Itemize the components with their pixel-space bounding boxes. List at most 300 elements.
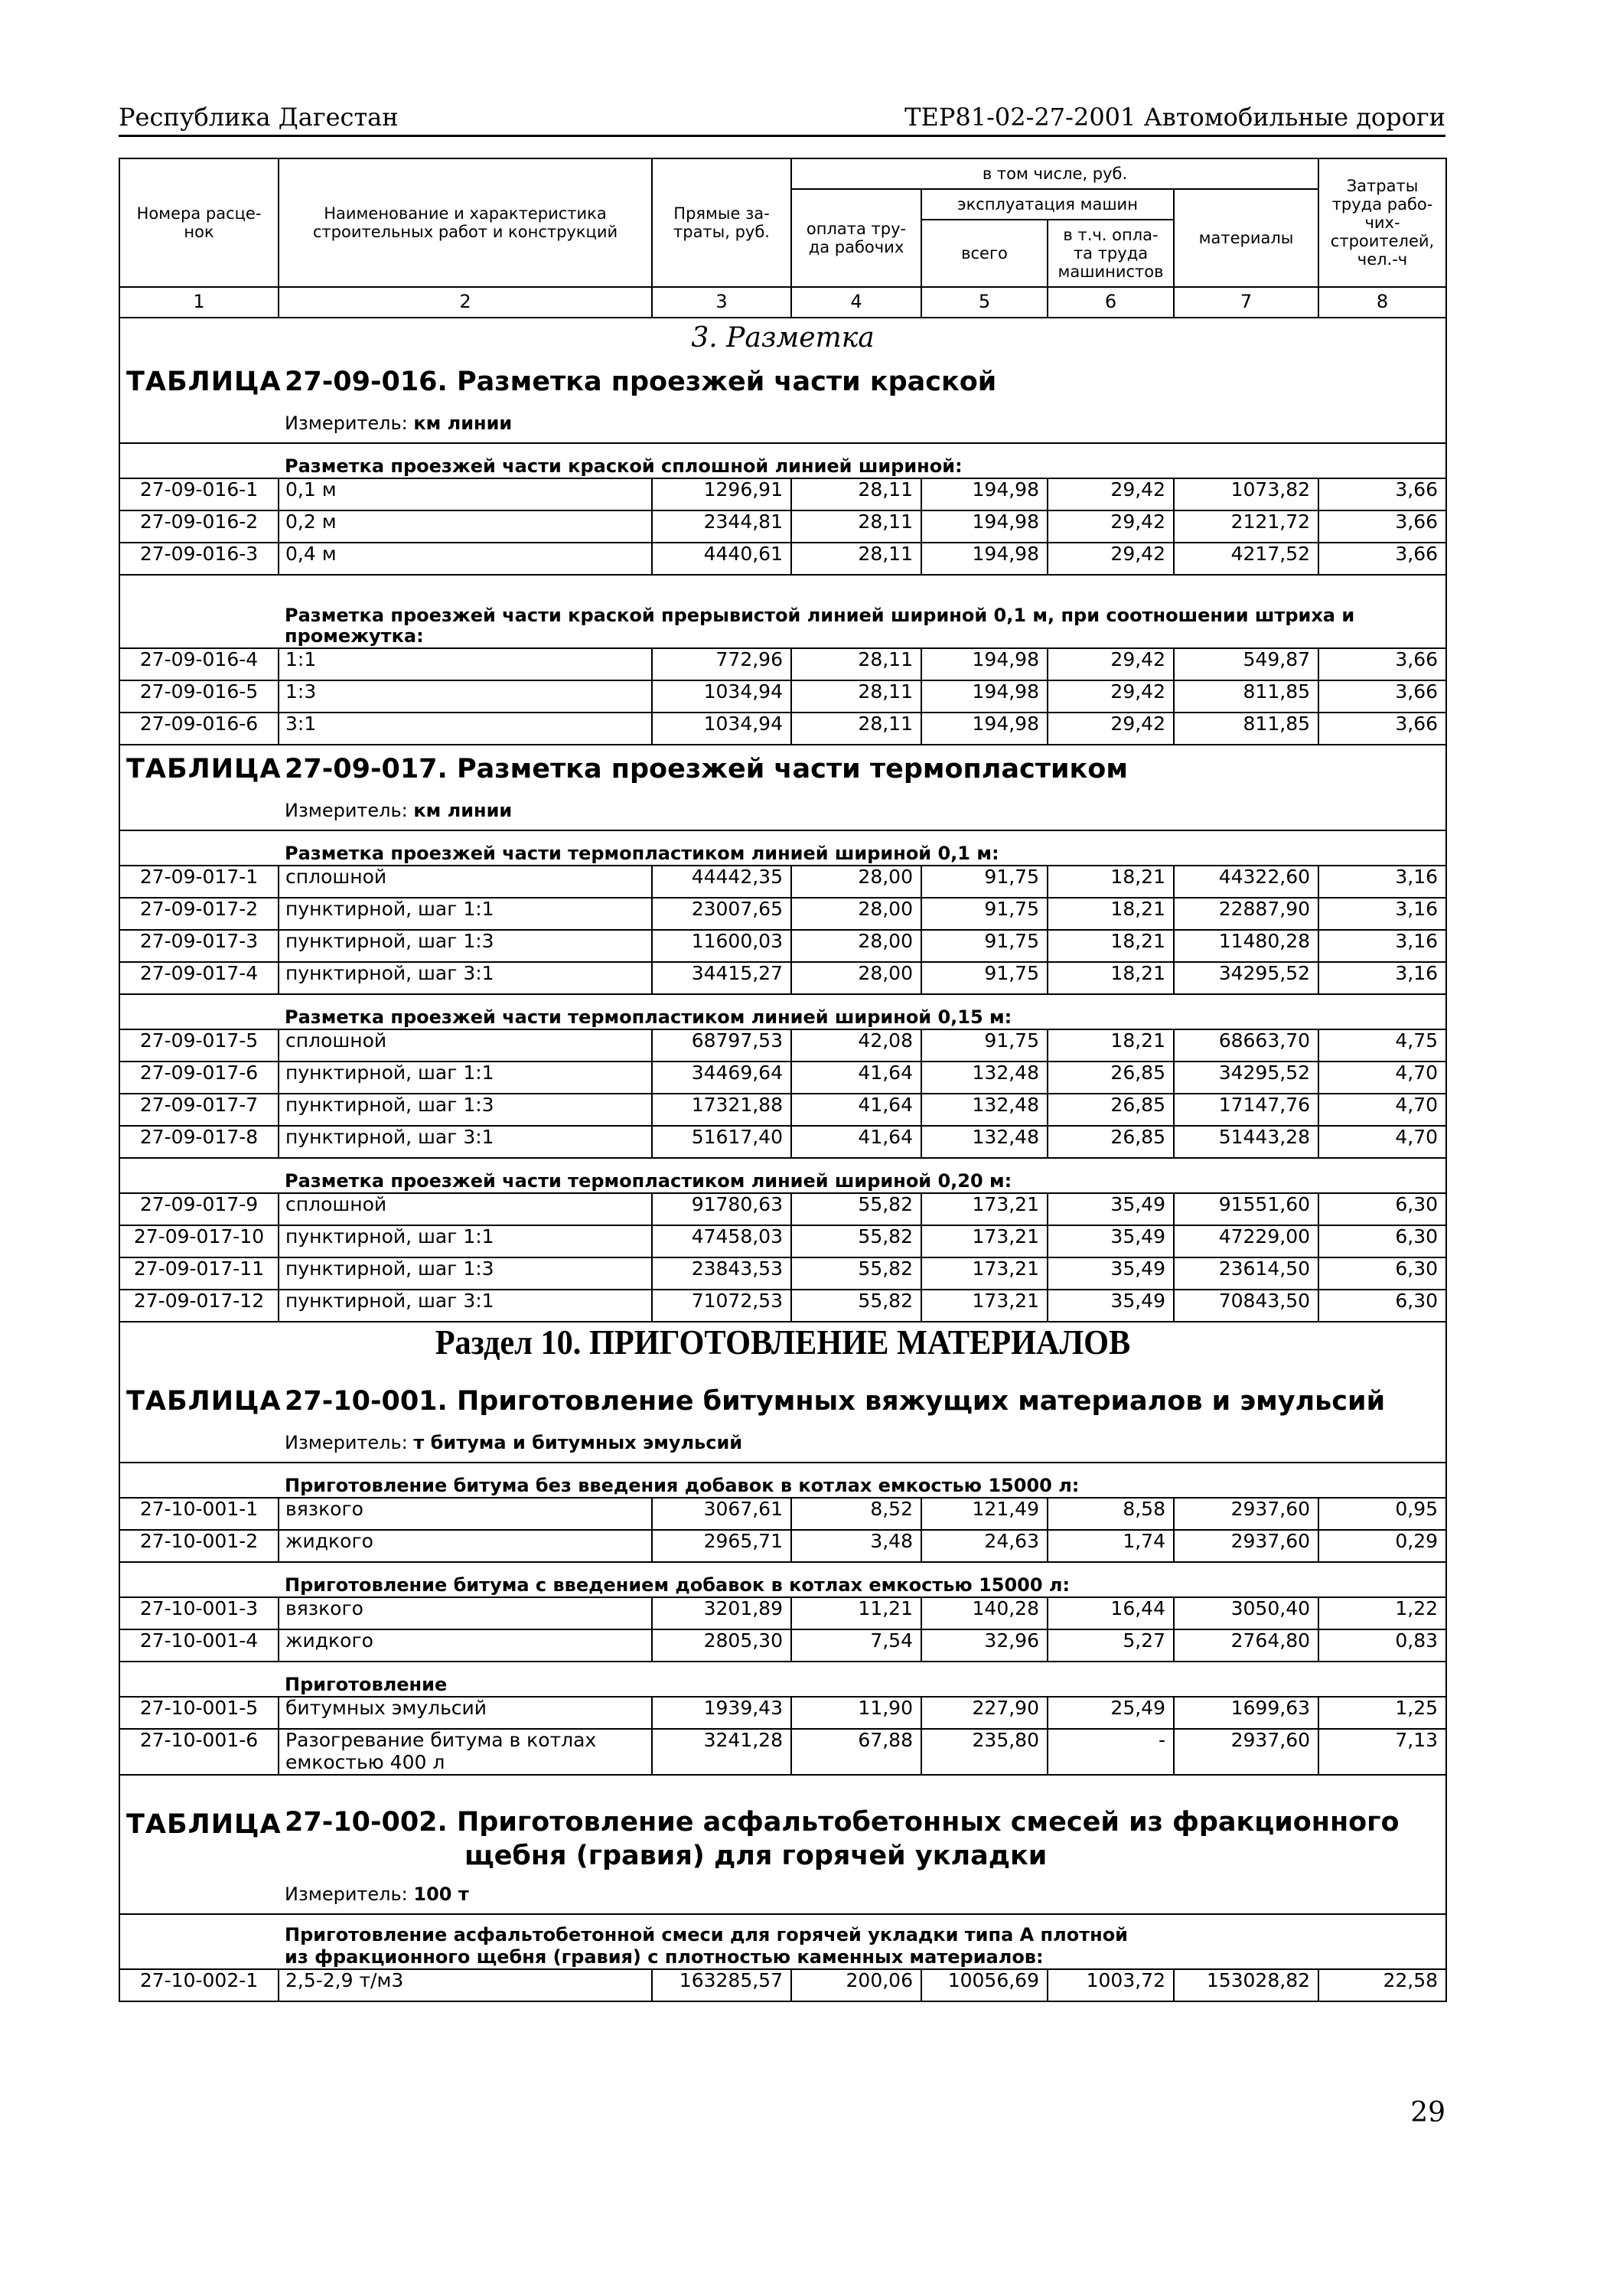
machines-labor: 35,49 (1048, 1290, 1174, 1322)
table-row (119, 1729, 1446, 1775)
rate-code: 27-09-016-1 (119, 478, 279, 510)
labor-cost: 8,52 (791, 1498, 921, 1530)
group-heading: Разметка проезжей части термопластиком линией шириной 0,1 м: (279, 830, 1446, 866)
labor-cost: 41,64 (791, 1126, 921, 1158)
machines-total: 194,98 (921, 510, 1048, 543)
work-name: сплошной (279, 1029, 652, 1062)
table-row (119, 1498, 1446, 1530)
rate-code: 27-09-016-5 (119, 680, 279, 713)
header-row (119, 158, 1446, 189)
table-row (119, 543, 1446, 575)
direct-costs: 2965,71 (652, 1530, 791, 1562)
machines-total: 194,98 (921, 680, 1048, 713)
machines-total: 91,75 (921, 866, 1048, 898)
section-heading-row (119, 1322, 1446, 1378)
measure-text: Измеритель: т битума и битумных эмульсий (279, 1425, 1446, 1463)
direct-costs: 3067,61 (652, 1498, 791, 1530)
direct-costs: 3201,89 (652, 1597, 791, 1629)
rates-group (119, 866, 1446, 994)
table-title: 27-10-001. Приготовление битумных вяжущих материалов и эмульсий (279, 1378, 1446, 1425)
col-header-materials: материалы (1174, 189, 1318, 287)
machines-labor: 29,42 (1048, 478, 1174, 510)
col-header-labor: оплата тру-да рабочих (791, 189, 921, 287)
direct-costs: 1296,91 (652, 478, 791, 510)
group-heading-row (119, 1562, 1446, 1597)
labor-cost: 3,48 (791, 1530, 921, 1562)
labor-cost: 28,00 (791, 930, 921, 962)
direct-costs: 4440,61 (652, 543, 791, 575)
rate-code: 27-10-001-2 (119, 1530, 279, 1562)
work-name: вязкого (279, 1498, 652, 1530)
group-heading-row (119, 1463, 1446, 1498)
group-heading: Разметка проезжей части краской сплошной линией шириной: (279, 443, 1446, 478)
worker-hours: 1,22 (1318, 1597, 1446, 1629)
group-heading: Разметка проезжей части краской прерывистой линией шириной 0,1 м, при соотношении штриха и промежутка: (279, 589, 1446, 648)
materials-cost: 549,87 (1174, 648, 1318, 680)
table-row (119, 1597, 1446, 1629)
machines-labor: 29,42 (1048, 543, 1174, 575)
rates-group (119, 1597, 1446, 1662)
materials-cost: 47229,00 (1174, 1225, 1318, 1257)
worker-hours: 3,66 (1318, 478, 1446, 510)
work-name: пунктирной, шаг 3:1 (279, 962, 652, 994)
direct-costs: 163285,57 (652, 1969, 791, 2001)
labor-cost: 7,54 (791, 1629, 921, 1662)
section-title: 3. Разметка (119, 318, 1446, 358)
machines-total: 194,98 (921, 648, 1048, 680)
materials-cost: 51443,28 (1174, 1126, 1318, 1158)
materials-cost: 2937,60 (1174, 1498, 1318, 1530)
rate-code: 27-09-016-2 (119, 510, 279, 543)
machines-labor: 35,49 (1048, 1257, 1174, 1290)
worker-hours: 6,30 (1318, 1290, 1446, 1322)
materials-cost: 44322,60 (1174, 866, 1318, 898)
table-row (119, 1193, 1446, 1225)
table-title (279, 1803, 1446, 1877)
machines-total: 173,21 (921, 1290, 1048, 1322)
header-region: Республика Дагестан (119, 103, 399, 132)
direct-costs: 1034,94 (652, 713, 791, 745)
machines-total: 91,75 (921, 898, 1048, 930)
direct-costs: 23843,53 (652, 1257, 791, 1290)
materials-cost: 1699,63 (1174, 1697, 1318, 1729)
rates-group (119, 1969, 1446, 2001)
table-row (119, 962, 1446, 994)
materials-cost: 3050,40 (1174, 1597, 1318, 1629)
materials-cost: 2764,80 (1174, 1629, 1318, 1662)
table-row (119, 1094, 1446, 1126)
table-row (119, 478, 1446, 510)
machines-total: 10056,69 (921, 1969, 1048, 2001)
table-row (119, 510, 1446, 543)
column-number: 6 (1048, 287, 1174, 318)
worker-hours: 4,70 (1318, 1126, 1446, 1158)
table-label: ТАБЛИЦА (119, 1378, 279, 1425)
work-name: пунктирной, шаг 1:1 (279, 898, 652, 930)
machines-labor: 26,85 (1048, 1062, 1174, 1094)
table-row (119, 680, 1446, 713)
table-row (119, 898, 1446, 930)
worker-hours: 3,66 (1318, 543, 1446, 575)
machines-labor: 8,58 (1048, 1498, 1174, 1530)
machines-total: 227,90 (921, 1697, 1048, 1729)
materials-cost: 68663,70 (1174, 1029, 1318, 1062)
machines-labor: 29,42 (1048, 680, 1174, 713)
machines-total: 235,80 (921, 1729, 1048, 1775)
column-number: 4 (791, 287, 921, 318)
machines-total: 173,21 (921, 1257, 1048, 1290)
work-name: 3:1 (279, 713, 652, 745)
worker-hours: 3,66 (1318, 648, 1446, 680)
table-label: ТАБЛИЦА (119, 1803, 279, 1877)
group-heading-row (119, 830, 1446, 866)
table-row (119, 1290, 1446, 1322)
rate-code: 27-09-017-1 (119, 866, 279, 898)
machines-total: 132,48 (921, 1094, 1048, 1126)
worker-hours: 3,16 (1318, 930, 1446, 962)
column-numbers-row (119, 287, 1446, 318)
worker-hours: 22,58 (1318, 1969, 1446, 2001)
group-heading: Приготовление битума без введения добавок в котлах емкостью 15000 л: (279, 1463, 1446, 1498)
direct-costs: 23007,65 (652, 898, 791, 930)
group-heading-row (119, 1662, 1446, 1697)
machines-total: 173,21 (921, 1225, 1048, 1257)
column-number: 7 (1174, 287, 1318, 318)
worker-hours: 3,16 (1318, 866, 1446, 898)
table-row (119, 1225, 1446, 1257)
table-row (119, 930, 1446, 962)
page-number: 29 (1410, 2097, 1445, 2128)
table-label: ТАБЛИЦА (119, 358, 279, 406)
machines-total: 24,63 (921, 1530, 1048, 1562)
rates-group (119, 1498, 1446, 1562)
table-title-line: 27-10-002. Приготовление асфальтобетонных смесей из фракционного (285, 1806, 1400, 1838)
col-header-machines-labor: в т.ч. опла-та труда машинистов (1048, 220, 1174, 287)
labor-cost: 42,08 (791, 1029, 921, 1062)
machines-labor: 5,27 (1048, 1629, 1174, 1662)
table-title: 27-09-016. Разметка проезжей части краской (279, 358, 1446, 406)
group-heading-row (119, 994, 1446, 1029)
worker-hours: 4,70 (1318, 1094, 1446, 1126)
rate-code: 27-09-016-6 (119, 713, 279, 745)
column-number: 3 (652, 287, 791, 318)
materials-cost: 1073,82 (1174, 478, 1318, 510)
table-title-line: щебня (гравия) для горячей укладки (464, 1840, 1048, 1871)
work-name: пунктирной, шаг 1:3 (279, 1257, 652, 1290)
work-name: пунктирной, шаг 1:1 (279, 1062, 652, 1094)
table-row (119, 1062, 1446, 1094)
measure-text: Измеритель: 100 т (279, 1877, 1446, 1914)
rate-code: 27-09-017-9 (119, 1193, 279, 1225)
labor-cost: 28,11 (791, 478, 921, 510)
machines-total: 91,75 (921, 1029, 1048, 1062)
rate-code: 27-09-017-7 (119, 1094, 279, 1126)
work-name: битумных эмульсий (279, 1697, 652, 1729)
labor-cost: 11,21 (791, 1597, 921, 1629)
direct-costs: 11600,03 (652, 930, 791, 962)
machines-total: 32,96 (921, 1629, 1048, 1662)
machines-total: 121,49 (921, 1498, 1048, 1530)
worker-hours: 4,70 (1318, 1062, 1446, 1094)
materials-cost: 22887,90 (1174, 898, 1318, 930)
worker-hours: 3,66 (1318, 680, 1446, 713)
col-header-incl: в том числе, руб. (791, 158, 1318, 189)
worker-hours: 6,30 (1318, 1257, 1446, 1290)
labor-cost: 28,00 (791, 962, 921, 994)
col-header-workers: Затраты труда рабо-чих-строителей, чел.-ч (1318, 158, 1446, 287)
direct-costs: 51617,40 (652, 1126, 791, 1158)
machines-labor: - (1048, 1729, 1174, 1775)
table-label: ТАБЛИЦА (119, 745, 279, 793)
rate-code: 27-10-001-6 (119, 1729, 279, 1775)
group-heading-row (119, 1914, 1446, 1969)
labor-cost: 55,82 (791, 1225, 921, 1257)
table-row (119, 1126, 1446, 1158)
labor-cost: 28,00 (791, 898, 921, 930)
labor-cost: 28,11 (791, 543, 921, 575)
materials-cost: 4217,52 (1174, 543, 1318, 575)
labor-cost: 28,11 (791, 680, 921, 713)
measure-row (119, 406, 1446, 443)
labor-cost: 41,64 (791, 1062, 921, 1094)
work-name: 0,4 м (279, 543, 652, 575)
worker-hours: 3,66 (1318, 510, 1446, 543)
machines-labor: 16,44 (1048, 1597, 1174, 1629)
machines-total: 91,75 (921, 962, 1048, 994)
column-number: 5 (921, 287, 1048, 318)
worker-hours: 0,83 (1318, 1629, 1446, 1662)
machines-total: 194,98 (921, 543, 1048, 575)
materials-cost: 2937,60 (1174, 1729, 1318, 1775)
work-name: пунктирной, шаг 1:3 (279, 930, 652, 962)
measure-row (119, 1425, 1446, 1463)
section-title: Раздел 10. ПРИГОТОВЛЕНИЕ МАТЕРИАЛОВ (435, 1322, 1131, 1362)
work-name: 0,1 м (279, 478, 652, 510)
worker-hours: 1,25 (1318, 1697, 1446, 1729)
machines-total: 194,98 (921, 713, 1048, 745)
materials-cost: 17147,76 (1174, 1094, 1318, 1126)
rates-group (119, 648, 1446, 745)
labor-cost: 55,82 (791, 1290, 921, 1322)
machines-labor: 29,42 (1048, 713, 1174, 745)
col-header-code: Номера расце-нок (119, 158, 279, 287)
labor-cost: 11,90 (791, 1697, 921, 1729)
table-row (119, 1629, 1446, 1662)
work-name: вязкого (279, 1597, 652, 1629)
rates-group (119, 1029, 1446, 1158)
col-header-name: Наименование и характеристика строительных работ и конструкций (279, 158, 652, 287)
direct-costs: 44442,35 (652, 866, 791, 898)
machines-labor: 25,49 (1048, 1697, 1174, 1729)
work-name: 1:1 (279, 648, 652, 680)
direct-costs: 71072,53 (652, 1290, 791, 1322)
materials-cost: 2937,60 (1174, 1530, 1318, 1562)
work-name: пунктирной, шаг 3:1 (279, 1290, 652, 1322)
worker-hours: 6,30 (1318, 1225, 1446, 1257)
machines-labor: 35,49 (1048, 1193, 1174, 1225)
group-heading: Приготовление битума с введением добавок в котлах емкостью 15000 л: (279, 1562, 1446, 1597)
rates-group (119, 478, 1446, 575)
work-name: пунктирной, шаг 3:1 (279, 1126, 652, 1158)
machines-total: 91,75 (921, 930, 1048, 962)
rate-code: 27-09-016-3 (119, 543, 279, 575)
worker-hours: 3,16 (1318, 898, 1446, 930)
work-name: Разогревание битума в котлах емкостью 400 л (279, 1729, 652, 1775)
machines-total: 173,21 (921, 1193, 1048, 1225)
col-header-machines-total: всего (921, 220, 1048, 287)
work-name: 1:3 (279, 680, 652, 713)
table-title-row (119, 1378, 1446, 1425)
direct-costs: 2344,81 (652, 510, 791, 543)
rate-code: 27-10-001-4 (119, 1629, 279, 1662)
materials-cost: 91551,60 (1174, 1193, 1318, 1225)
section-heading-row (119, 318, 1446, 358)
machines-labor: 1003,72 (1048, 1969, 1174, 2001)
machines-labor: 18,21 (1048, 898, 1174, 930)
materials-cost: 70843,50 (1174, 1290, 1318, 1322)
table-row (119, 648, 1446, 680)
column-number: 8 (1318, 287, 1446, 318)
table-row (119, 1697, 1446, 1729)
rate-code: 27-09-017-6 (119, 1062, 279, 1094)
rate-code: 27-10-002-1 (119, 1969, 279, 2001)
group-heading: Разметка проезжей части термопластиком линией шириной 0,20 м: (279, 1158, 1446, 1193)
measure-row (119, 793, 1446, 830)
table-row (119, 713, 1446, 745)
rate-code: 27-09-017-2 (119, 898, 279, 930)
labor-cost: 28,11 (791, 510, 921, 543)
work-name: сплошной (279, 866, 652, 898)
labor-cost: 55,82 (791, 1193, 921, 1225)
table-row (119, 866, 1446, 898)
group-heading-line: Приготовление асфальтобетонной смеси для горячей укладки типа А плотной (285, 1923, 1128, 1945)
machines-labor: 18,21 (1048, 866, 1174, 898)
labor-cost: 28,00 (791, 866, 921, 898)
machines-total: 140,28 (921, 1597, 1048, 1629)
col-header-direct: Прямые за-траты, руб. (652, 158, 791, 287)
direct-costs: 1034,94 (652, 680, 791, 713)
direct-costs: 1939,43 (652, 1697, 791, 1729)
rate-code: 27-09-016-4 (119, 648, 279, 680)
group-heading-row (119, 1158, 1446, 1193)
rate-code: 27-09-017-11 (119, 1257, 279, 1290)
direct-costs: 34469,64 (652, 1062, 791, 1094)
direct-costs: 772,96 (652, 648, 791, 680)
measure-text: Измеритель: км линии (279, 793, 1446, 830)
table-row (119, 1029, 1446, 1062)
materials-cost: 34295,52 (1174, 1062, 1318, 1094)
group-heading-line: из фракционного щебня (гравия) с плотностью каменных материалов: (285, 1945, 1044, 1968)
machines-labor: 29,42 (1048, 510, 1174, 543)
table-row (119, 1257, 1446, 1290)
work-name: 2,5-2,9 т/м3 (279, 1969, 652, 2001)
group-heading: Приготовление (279, 1662, 1446, 1697)
rates-group (119, 1697, 1446, 1775)
materials-cost: 34295,52 (1174, 962, 1318, 994)
direct-costs: 34415,27 (652, 962, 791, 994)
materials-cost: 811,85 (1174, 680, 1318, 713)
work-name: жидкого (279, 1530, 652, 1562)
worker-hours: 4,75 (1318, 1029, 1446, 1062)
machines-labor: 29,42 (1048, 648, 1174, 680)
direct-costs: 17321,88 (652, 1094, 791, 1126)
rate-code: 27-09-017-4 (119, 962, 279, 994)
col-header-machines: эксплуатация машин (921, 189, 1174, 220)
direct-costs: 68797,53 (652, 1029, 791, 1062)
work-name: сплошной (279, 1193, 652, 1225)
machines-labor: 26,85 (1048, 1126, 1174, 1158)
work-name: пунктирной, шаг 1:1 (279, 1225, 652, 1257)
measure-row (119, 1877, 1446, 1914)
machines-labor: 18,21 (1048, 930, 1174, 962)
rates-table (119, 158, 1447, 2002)
table-title: 27-09-017. Разметка проезжей части термопластиком (279, 745, 1446, 793)
direct-costs: 3241,28 (652, 1729, 791, 1775)
group-heading (279, 1914, 1446, 1969)
labor-cost: 55,82 (791, 1257, 921, 1290)
group-heading: Разметка проезжей части термопластиком линией шириной 0,15 м: (279, 994, 1446, 1029)
rate-code: 27-09-017-8 (119, 1126, 279, 1158)
column-number: 2 (279, 287, 652, 318)
table-title-row (119, 745, 1446, 793)
labor-cost: 200,06 (791, 1969, 921, 2001)
machines-labor: 26,85 (1048, 1094, 1174, 1126)
materials-cost: 2121,72 (1174, 510, 1318, 543)
direct-costs: 47458,03 (652, 1225, 791, 1257)
materials-cost: 811,85 (1174, 713, 1318, 745)
machines-labor: 1,74 (1048, 1530, 1174, 1562)
rate-code: 27-10-001-1 (119, 1498, 279, 1530)
machines-labor: 18,21 (1048, 962, 1174, 994)
machines-total: 132,48 (921, 1062, 1048, 1094)
worker-hours: 3,66 (1318, 713, 1446, 745)
table-title-row (119, 358, 1446, 406)
group-heading-row (119, 589, 1446, 648)
rate-code: 27-09-017-10 (119, 1225, 279, 1257)
worker-hours: 0,29 (1318, 1530, 1446, 1562)
rate-code: 27-09-017-3 (119, 930, 279, 962)
machines-total: 194,98 (921, 478, 1048, 510)
direct-costs: 2805,30 (652, 1629, 791, 1662)
group-heading-row (119, 443, 1446, 478)
worker-hours: 6,30 (1318, 1193, 1446, 1225)
table-row (119, 1969, 1446, 2001)
materials-cost: 23614,50 (1174, 1257, 1318, 1290)
table-row (119, 1530, 1446, 1562)
labor-cost: 28,11 (791, 713, 921, 745)
labor-cost: 28,11 (791, 648, 921, 680)
labor-cost: 67,88 (791, 1729, 921, 1775)
rate-code: 27-09-017-12 (119, 1290, 279, 1322)
header-document-code: ТЕР81-02-27-2001 Автомобильные дороги (904, 103, 1445, 132)
header-rule (119, 135, 1445, 137)
materials-cost: 153028,82 (1174, 1969, 1318, 2001)
machines-labor: 18,21 (1048, 1029, 1174, 1062)
running-header (119, 98, 1445, 135)
worker-hours: 7,13 (1318, 1729, 1446, 1775)
materials-cost: 11480,28 (1174, 930, 1318, 962)
column-number: 1 (119, 287, 279, 318)
labor-cost: 41,64 (791, 1094, 921, 1126)
measure-text: Измеритель: км линии (279, 406, 1446, 443)
rate-code: 27-10-001-3 (119, 1597, 279, 1629)
work-name: пунктирной, шаг 1:3 (279, 1094, 652, 1126)
work-name: 0,2 м (279, 510, 652, 543)
worker-hours: 0,95 (1318, 1498, 1446, 1530)
rate-code: 27-09-017-5 (119, 1029, 279, 1062)
rates-group (119, 1193, 1446, 1322)
worker-hours: 3,16 (1318, 962, 1446, 994)
